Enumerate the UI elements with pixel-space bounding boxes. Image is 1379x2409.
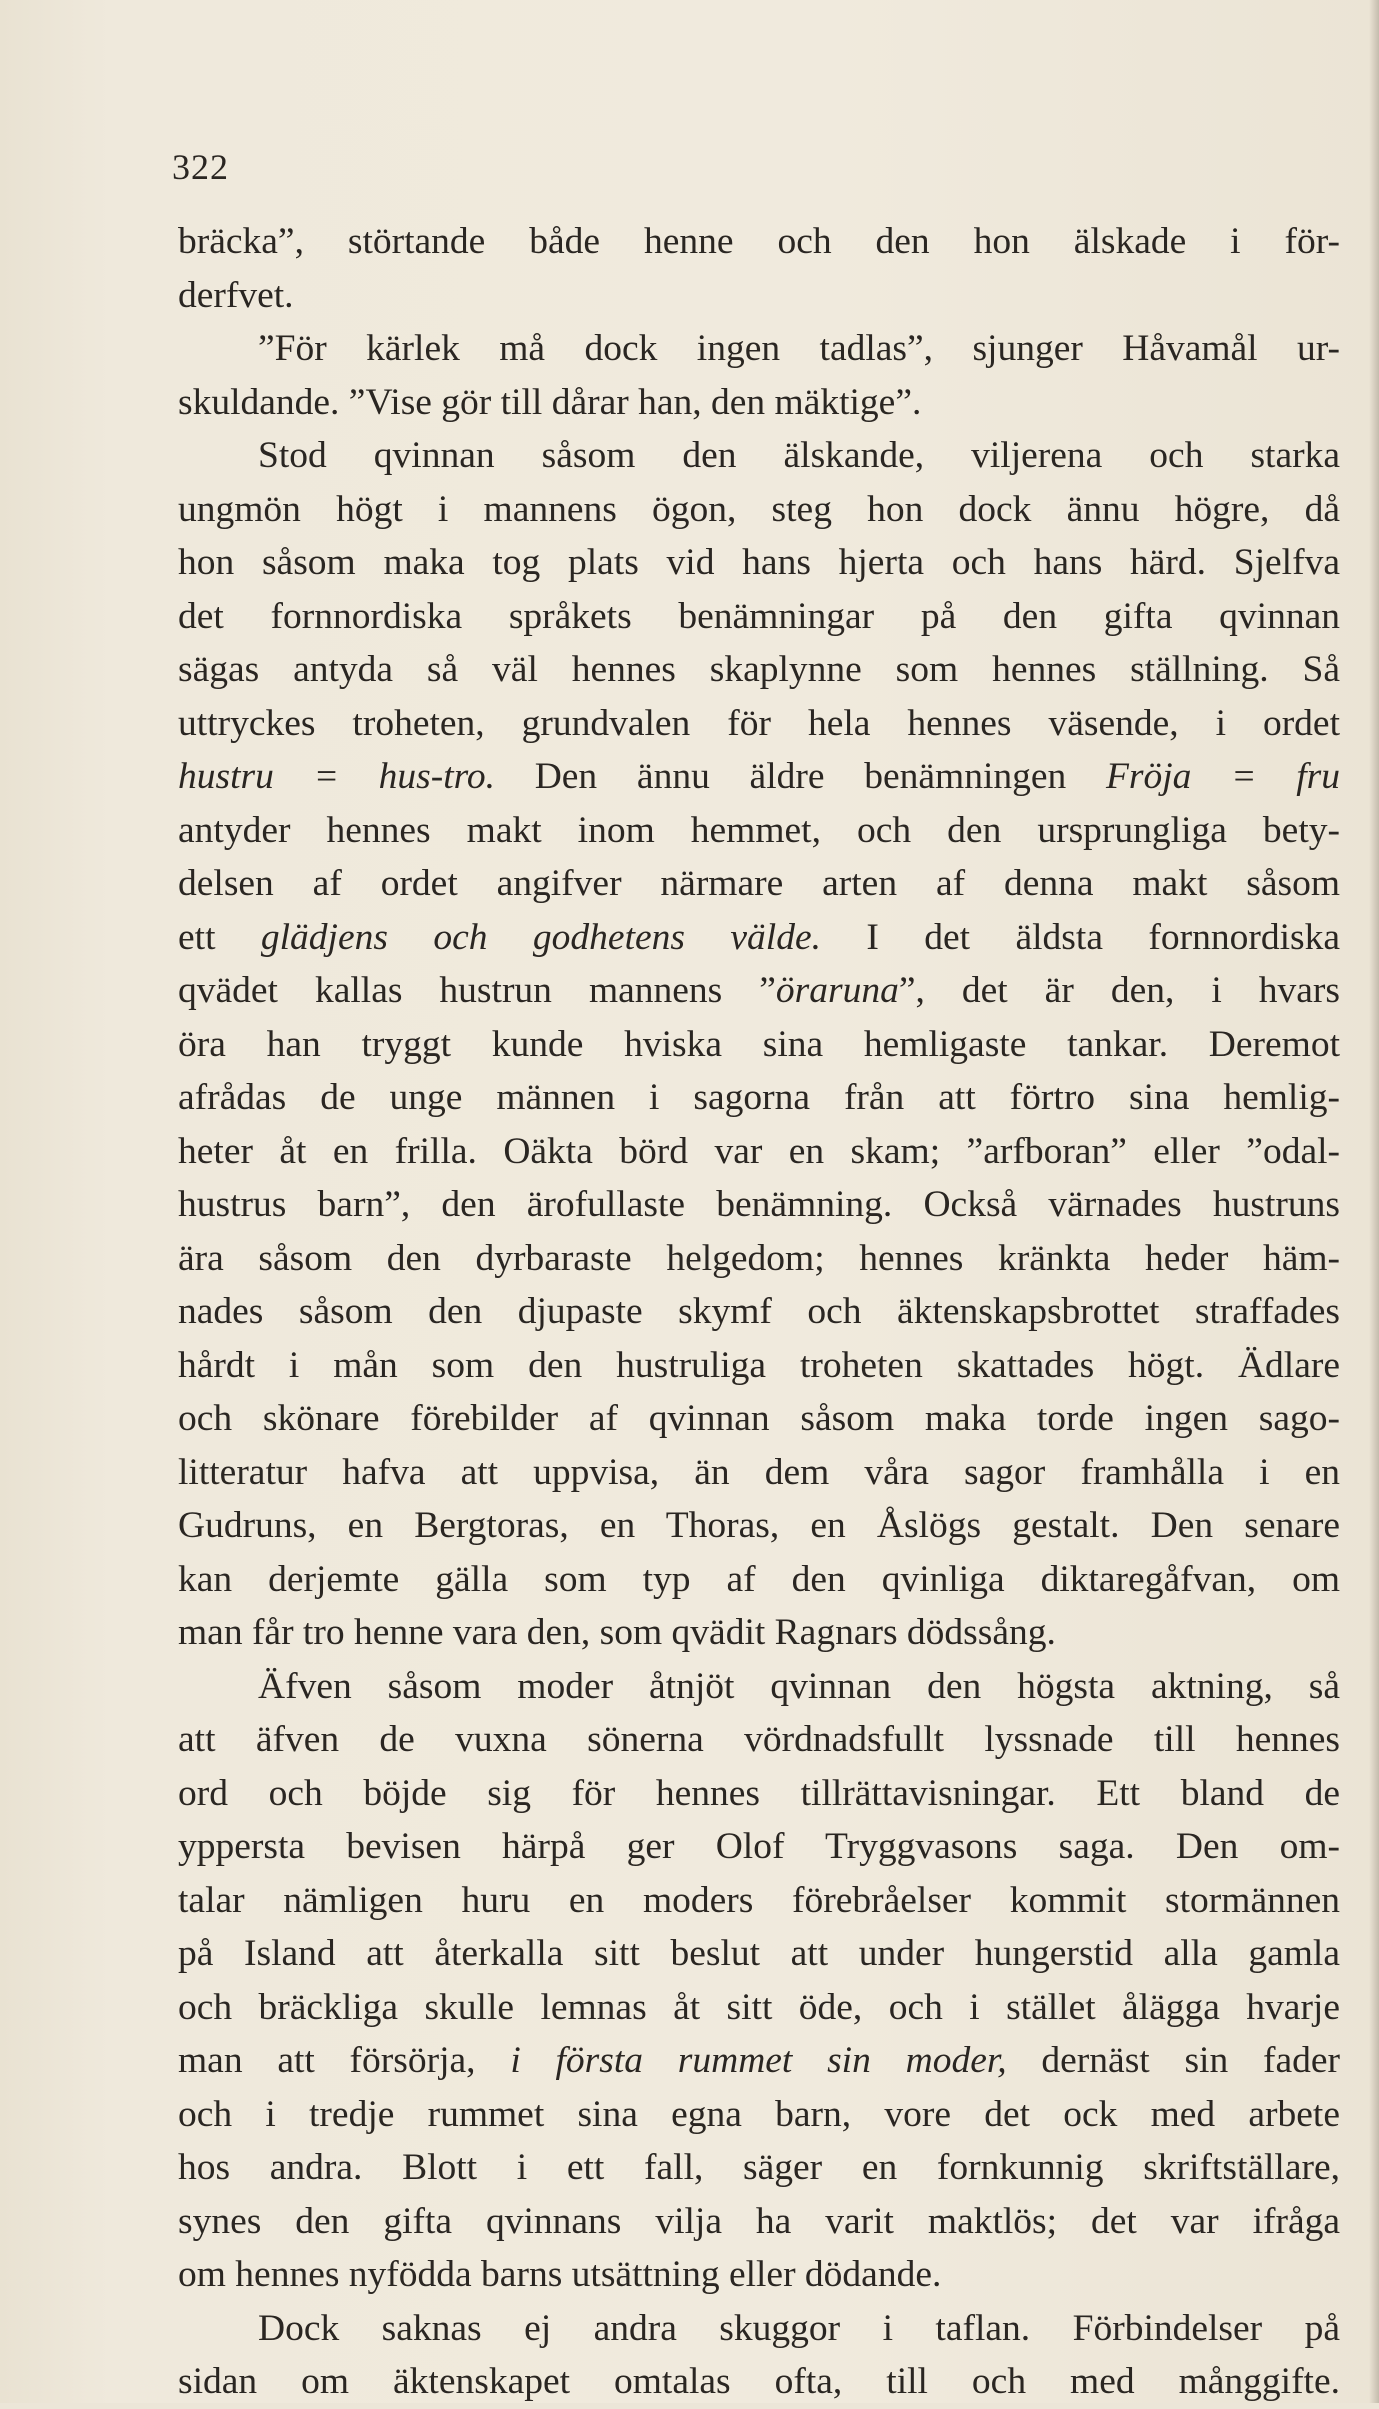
- text-span: yppersta bevisen härpå ger Olof Tryggvasons saga. Den om-: [178, 1826, 1340, 1867]
- text-span: och bräckliga skulle lemnas åt sitt öde, och i stället ålägga hvarje: [178, 1986, 1340, 2028]
- text-line: [178, 429, 1340, 483]
- text-line: [178, 857, 1340, 911]
- page-edge-shadow: [1369, 0, 1379, 2403]
- text-span: I det äldsta fornnordiska: [820, 916, 1340, 958]
- italic-text: öraruna: [775, 970, 899, 1011]
- text-span: kan derjemte gälla som typ af den qvinliga diktaregåfvan, om: [178, 1558, 1340, 1600]
- text-line: [178, 964, 1340, 1018]
- text-line: [178, 1553, 1340, 1607]
- text-line: [178, 1285, 1340, 1339]
- text-line: [178, 804, 1340, 858]
- text-span: Dock saknas ej andra skuggor i taflan. Förbindelser på: [258, 2307, 1340, 2349]
- text-span: ära såsom den dyrbaraste helgedom; hennes kränkta heder häm-: [178, 1237, 1340, 1279]
- text-span: ett: [178, 916, 261, 958]
- text-line: [178, 1713, 1340, 1767]
- text-line: [178, 2088, 1340, 2142]
- text-line: [178, 750, 1340, 804]
- text-span: ”För kärlek må dock ingen tadlas”, sjunger Håvamål ur-: [258, 328, 1340, 369]
- text-span: dernäst sin fader: [1006, 2040, 1340, 2081]
- text-span: ord och böjde sig för hennes tillrättavisningar. Ett bland de: [178, 1772, 1340, 1814]
- text-span: att äfven de vuxna sönerna vördnadsfullt lyssnade till hennes: [178, 1719, 1340, 1760]
- text-span: och skönare förebilder af qvinnan såsom maka torde ingen sago-: [178, 1398, 1340, 1439]
- text-span: nades såsom den djupaste skymf och äktenskapsbrottet straffades: [178, 1291, 1340, 1332]
- text-span: delsen af ordet angifver närmare arten af denna makt såsom: [178, 863, 1340, 904]
- text-line: [178, 1018, 1340, 1072]
- text-line: [178, 1606, 1340, 1660]
- text-line: [178, 590, 1340, 644]
- text-line: [178, 2195, 1340, 2249]
- text-span: det fornnordiska språkets benämningar på den gifta qvinnan: [178, 595, 1340, 637]
- italic-text: hustru = hus-tro.: [178, 756, 495, 797]
- text-span: Stod qvinnan såsom den älskande, viljerena och starka: [258, 435, 1340, 476]
- text-line: [178, 1981, 1340, 2035]
- text-line: [178, 1232, 1340, 1286]
- text-line: [178, 697, 1340, 751]
- text-line: [178, 1767, 1340, 1821]
- text-line: [178, 2141, 1340, 2195]
- text-line: [178, 2302, 1340, 2356]
- text-line: [178, 1446, 1340, 1500]
- text-line: [178, 376, 1340, 430]
- text-span: afrådas de unge männen i sagorna från att förtro sina hemlig-: [178, 1077, 1340, 1118]
- text-span: uttryckes troheten, grundvalen för hela hennes väsende, i ordet: [178, 702, 1340, 744]
- text-line: [178, 1820, 1340, 1874]
- text-line: [178, 2248, 1340, 2302]
- text-span: ”, det är den, i hvars: [898, 970, 1340, 1011]
- page-number: 322: [172, 147, 229, 187]
- text-span: och i tredje rummet sina egna barn, vore det ock med arbete: [178, 2093, 1340, 2135]
- text-line: [178, 911, 1340, 965]
- italic-text: glädjens och godhetens välde.: [260, 916, 821, 958]
- text-span: derfvet.: [178, 274, 294, 316]
- body-text: [178, 215, 1340, 2409]
- text-span: antyder hennes makt inom hemmet, och den ursprungliga bety-: [178, 809, 1340, 851]
- italic-text: Fröja = fru: [1106, 756, 1340, 797]
- text-line: [178, 1927, 1340, 1981]
- text-line: [178, 643, 1340, 697]
- text-span: Äfven såsom moder åtnjöt qvinnan den högsta aktning, så: [258, 1665, 1340, 1707]
- text-span: hustrus barn”, den ärofullaste benämning. Också värnades hustruns: [178, 1184, 1340, 1225]
- text-line: [178, 1125, 1340, 1179]
- text-span: ungmön högt i mannens ögon, steg hon dock ännu högre, då: [178, 488, 1340, 530]
- text-line: [178, 1178, 1340, 1232]
- text-line: [178, 1499, 1340, 1553]
- text-span: skuldande. ”Vise gör till dårar han, den mäktige”.: [178, 381, 922, 423]
- text-span: qvädet kallas hustrun mannens ”: [178, 970, 776, 1011]
- text-span: man att försörja,: [178, 2040, 511, 2081]
- text-span: hos andra. Blott i ett fall, säger en fornkunnig skriftställare,: [178, 2147, 1340, 2188]
- text-span: på Island att återkalla sitt beslut att under hungerstid alla gamla: [178, 1933, 1340, 1974]
- text-span: Gudruns, en Bergtoras, en Thoras, en Åslögs gestalt. Den senare: [178, 1505, 1340, 1546]
- text-line: [178, 215, 1340, 269]
- text-line: [178, 2355, 1340, 2409]
- text-span: öra han tryggt kunde hviska sina hemligaste tankar. Deremot: [178, 1023, 1340, 1065]
- text-span: sägas antyda så väl hennes skaplynne som hennes ställning. Så: [178, 649, 1340, 690]
- text-span: synes den gifta qvinnans vilja ha varit maktlös; det var ifråga: [178, 2200, 1340, 2242]
- text-span: hårdt i mån som den hustruliga troheten skattades högt. Ädlare: [178, 1344, 1340, 1386]
- text-line: [178, 1874, 1340, 1928]
- text-line: [178, 1660, 1340, 1714]
- text-span: litteratur hafva att uppvisa, än dem våra sagor framhålla i en: [178, 1451, 1340, 1493]
- text-span: sidan om äktenskapet omtalas ofta, till och med månggifte.: [178, 2361, 1340, 2402]
- text-line: [178, 322, 1340, 376]
- text-span: heter åt en frilla. Oäkta börd var en skam; ”arfboran” eller ”odal-: [178, 1130, 1340, 1172]
- italic-text: i första rummet sin moder,: [510, 2040, 1007, 2081]
- text-span: om hennes nyfödda barns utsättning eller dödande.: [178, 2254, 942, 2295]
- text-span: talar nämligen huru en moders förebråelser kommit stormännen: [178, 1879, 1340, 1921]
- text-line: [178, 1339, 1340, 1393]
- text-line: [178, 1392, 1340, 1446]
- text-line: [178, 2034, 1340, 2088]
- text-line: [178, 269, 1340, 323]
- text-span: hon såsom maka tog plats vid hans hjerta och hans härd. Sjelfva: [178, 542, 1340, 583]
- text-line: [178, 536, 1340, 590]
- text-line: [178, 483, 1340, 537]
- text-line: [178, 1071, 1340, 1125]
- text-span: bräcka”, störtande både henne och den hon älskade i för-: [178, 221, 1340, 262]
- text-span: Den ännu äldre benämningen: [494, 756, 1107, 797]
- text-span: man får tro henne vara den, som qvädit Ragnars dödssång.: [178, 1612, 1056, 1653]
